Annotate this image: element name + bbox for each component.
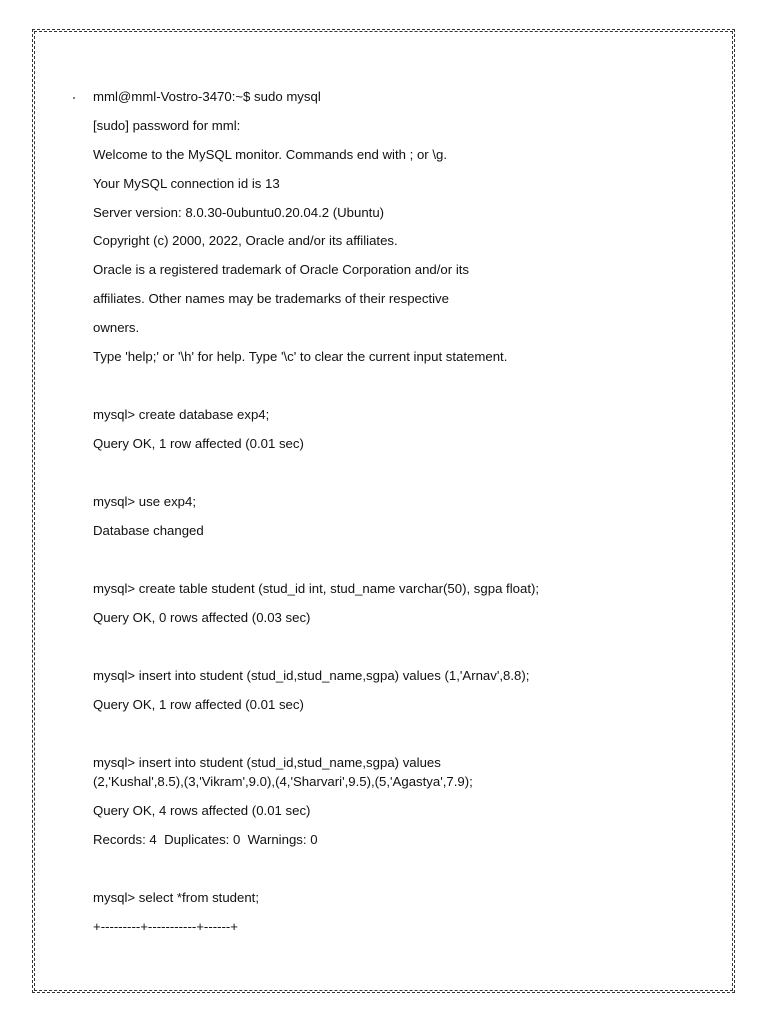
terminal-line-query-ok: Query OK, 0 rows affected (0.03 sec) [93, 610, 311, 625]
terminal-line-copyright: Copyright (c) 2000, 2022, Oracle and/or its affiliates. [93, 233, 398, 248]
terminal-line-database-changed: Database changed [93, 523, 204, 538]
terminal-line-prompt-sudo: mml@mml-Vostro-3470:~$ sudo mysql [93, 89, 321, 104]
terminal-line-query-ok: Query OK, 1 row affected (0.01 sec) [93, 436, 304, 451]
terminal-line-trademark-2: affiliates. Other names may be trademarks of their respective [93, 291, 449, 306]
terminal-line-create-table: mysql> create table student (stud_id int, stud_name varchar(50), sgpa float); [93, 581, 540, 596]
terminal-line-connection-id: Your MySQL connection id is 13 [93, 176, 280, 191]
stray-dot [73, 97, 75, 99]
terminal-line-query-ok: Query OK, 4 rows affected (0.01 sec) [93, 803, 311, 818]
terminal-line-select: mysql> select *from student; [93, 890, 260, 905]
terminal-line-welcome: Welcome to the MySQL monitor. Commands end with ; or \g. [93, 147, 448, 162]
terminal-line-query-ok: Query OK, 1 row affected (0.01 sec) [93, 697, 304, 712]
terminal-line-create-database: mysql> create database exp4; [93, 407, 270, 422]
terminal-line-insert-multi-1: mysql> insert into student (stud_id,stud_name,sgpa) values [93, 755, 441, 770]
terminal-line-use-database: mysql> use exp4; [93, 494, 196, 509]
terminal-line-table-border: +---------+-----------+------+ [93, 919, 238, 934]
terminal-line-insert-single: mysql> insert into student (stud_id,stud_name,sgpa) values (1,'Arnav',8.8); [93, 668, 530, 683]
terminal-line-records: Records: 4 Duplicates: 0 Warnings: 0 [93, 832, 318, 847]
terminal-line-insert-multi-2: (2,'Kushal',8.5),(3,'Vikram',9.0),(4,'Sharvari',9.5),(5,'Agastya',7.9); [93, 774, 473, 789]
terminal-line-help: Type 'help;' or '\h' for help. Type '\c' to clear the current input statement. [93, 349, 508, 364]
terminal-line-trademark-1: Oracle is a registered trademark of Oracle Corporation and/or its [93, 262, 470, 277]
terminal-line-trademark-3: owners. [93, 320, 140, 335]
terminal-line-sudo-password: [sudo] password for mml: [93, 118, 241, 133]
terminal-line-server-version: Server version: 8.0.30-0ubuntu0.20.04.2 (Ubuntu) [93, 205, 385, 220]
